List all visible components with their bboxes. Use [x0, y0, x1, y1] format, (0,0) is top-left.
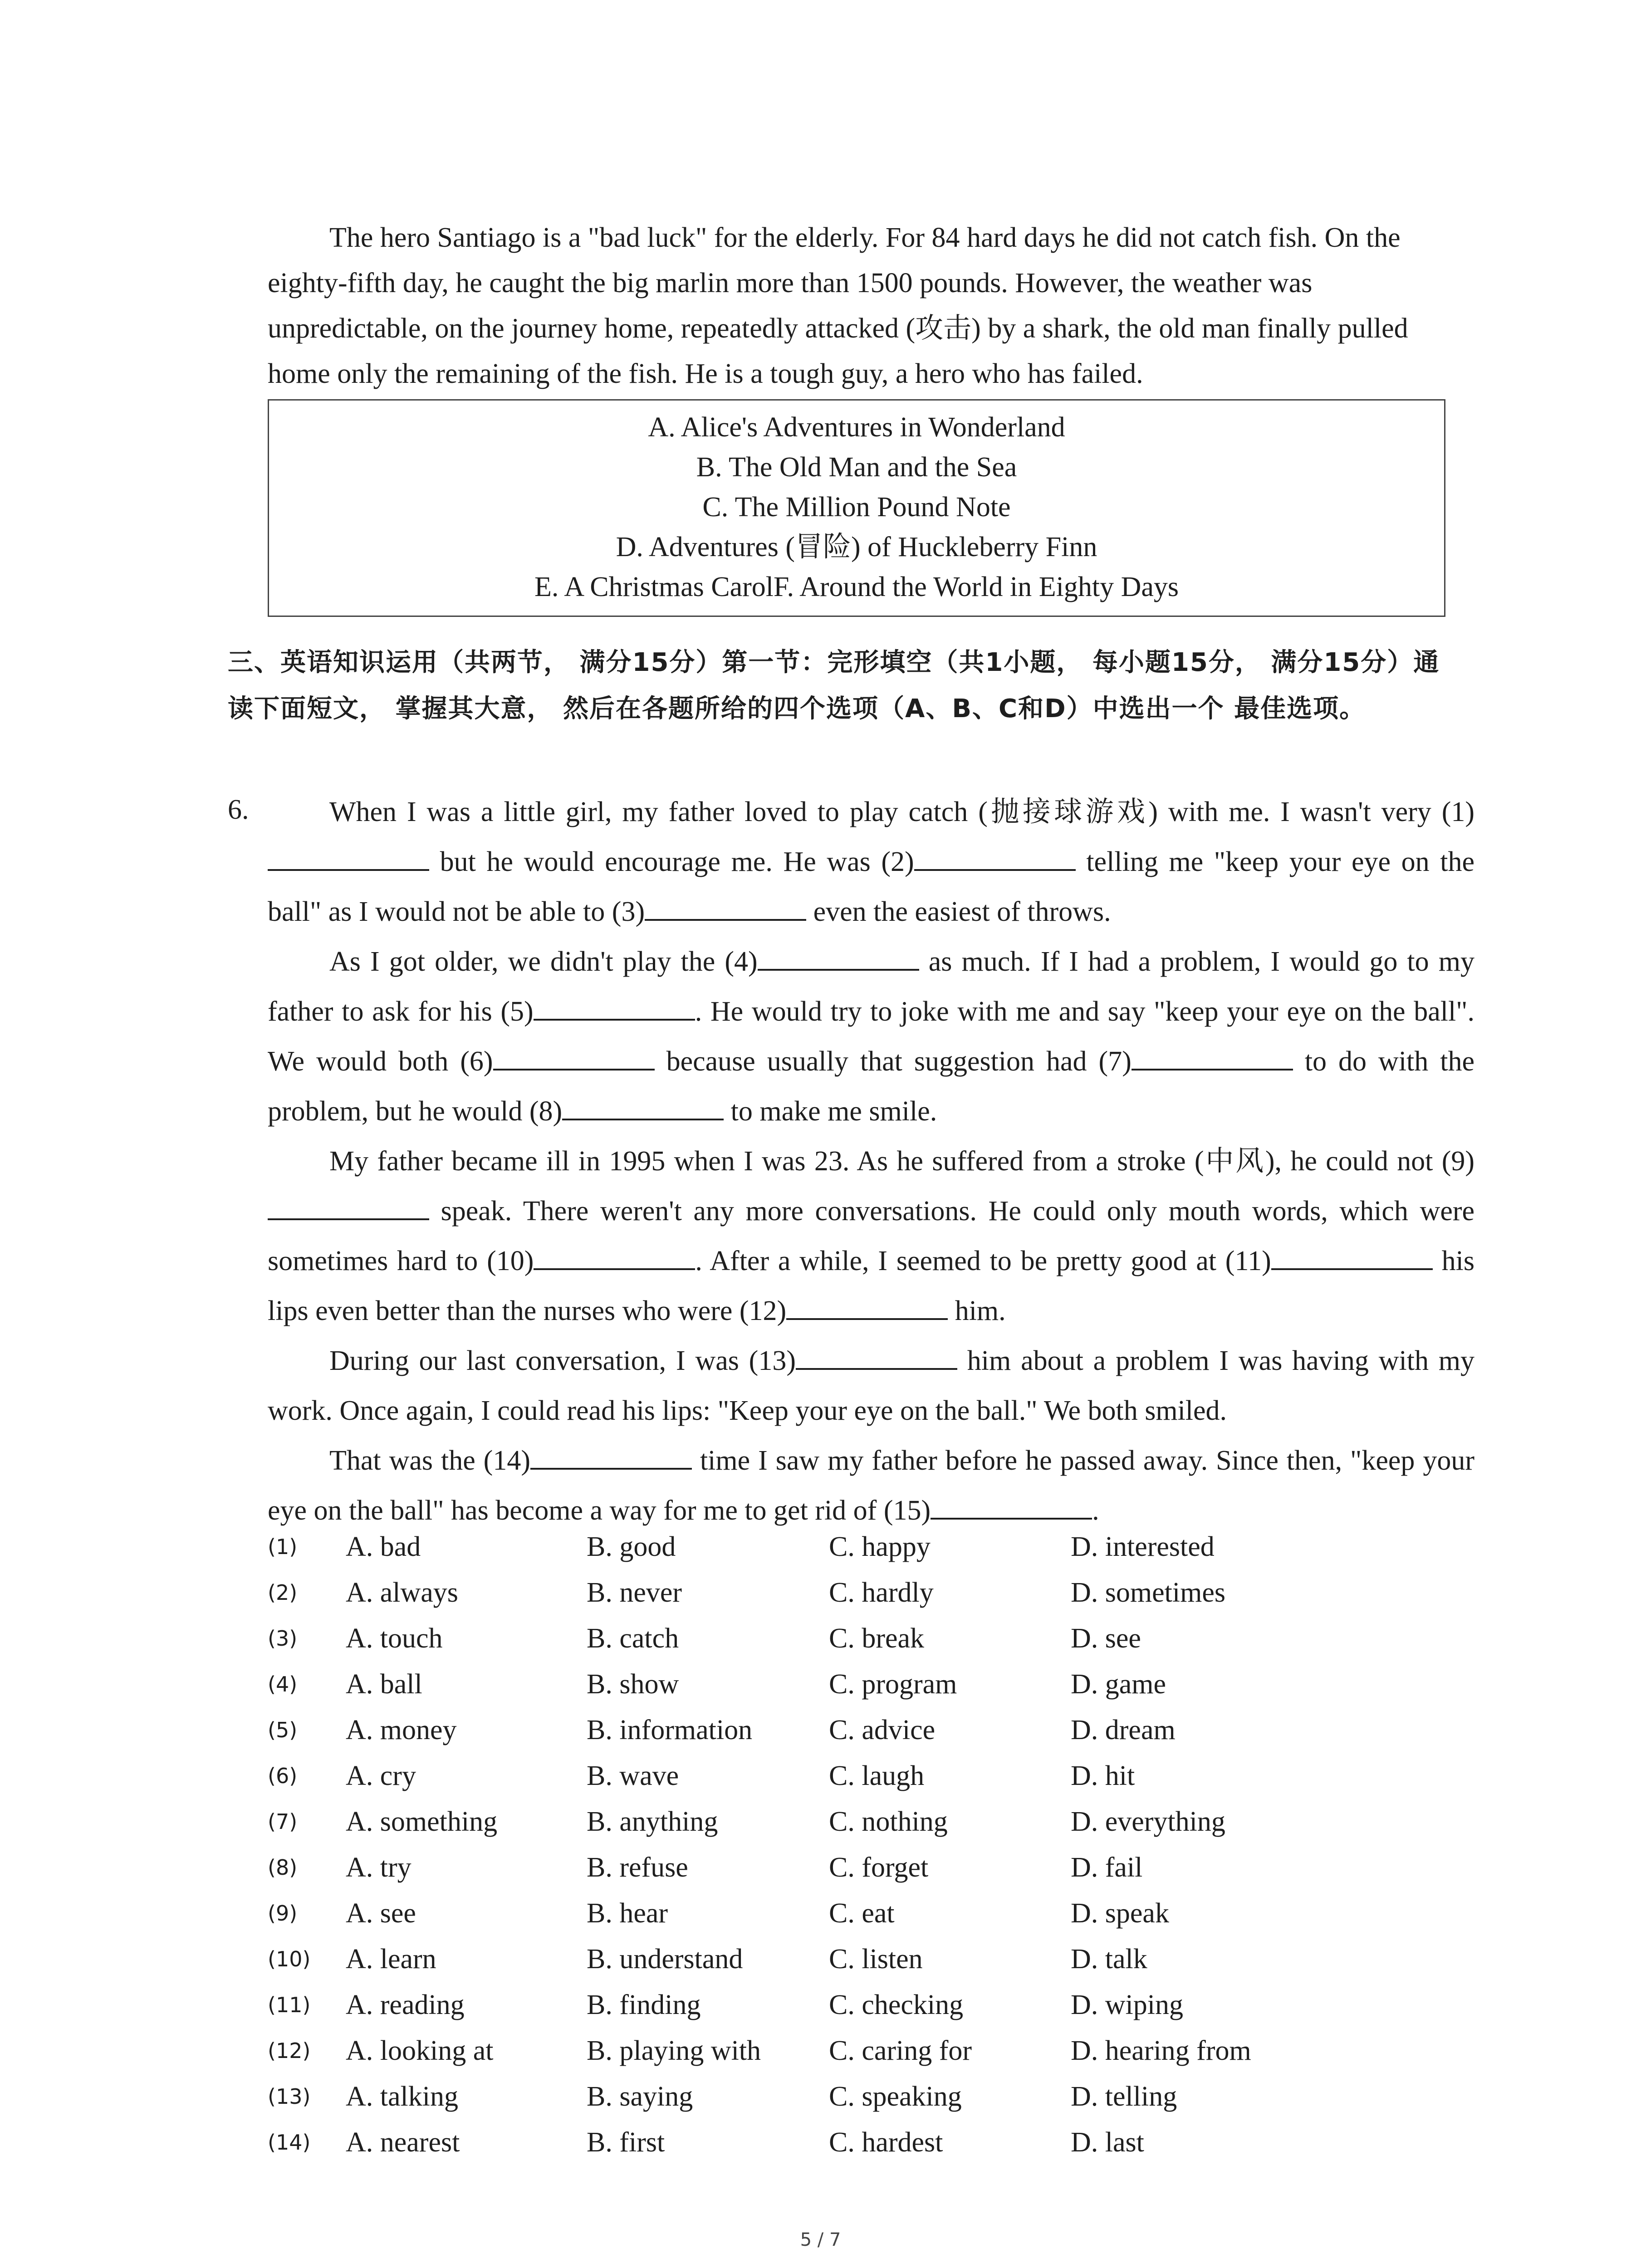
book-option: C. The Million Pound Note — [702, 492, 1011, 523]
option-a[interactable]: A. learn — [346, 1944, 436, 1975]
blank-11[interactable] — [1271, 1240, 1433, 1270]
blank-12[interactable] — [786, 1290, 948, 1320]
option-number: (5) — [268, 1718, 298, 1742]
option-d[interactable]: D. sometimes — [1071, 1577, 1225, 1608]
option-row — [268, 2074, 1493, 2120]
option-c[interactable]: C. hardly — [829, 1577, 934, 1608]
blank-8[interactable] — [562, 1090, 724, 1120]
option-b[interactable]: B. anything — [587, 1806, 718, 1837]
option-row — [268, 1707, 1493, 1753]
option-number: (6) — [268, 1764, 298, 1788]
option-a[interactable]: A. money — [346, 1715, 457, 1745]
option-b[interactable]: B. information — [587, 1715, 753, 1745]
reading-paragraph: The hero Santiago is a "bad luck" for the elderly. For 84 hard days he did not catch fish. On the eighty-fifth day, he caught the big marlin more than 1500 pounds. However, the weather was unpredictable, on the journey home, repeatedly attacked (攻击) by a shark, the old man finally pulled home only the remaining of the fish. He is a tough guy, a hero who has failed. — [268, 222, 1408, 389]
option-c[interactable]: C. happy — [829, 1531, 931, 1562]
option-c[interactable]: C. laugh — [829, 1760, 925, 1791]
option-a[interactable]: A. looking at — [346, 2035, 494, 2066]
option-a[interactable]: A. bad — [346, 1531, 421, 1562]
blank-7[interactable] — [1132, 1041, 1293, 1070]
section-heading: 三、英语知识运用（共两节， 满分15分）第一节：完形填空（共1小题， 每小题15分， 满分15分）通读下面短文， 掌握其大意， 然后在各题所给的四个选项（A、B、C和D）中选出一个 最佳选项。 — [228, 648, 1440, 723]
option-row — [268, 1524, 1493, 1570]
option-a[interactable]: A. talking — [346, 2081, 458, 2112]
option-number: (10) — [268, 1947, 311, 1971]
option-row — [268, 1936, 1493, 1982]
answer-options-list — [268, 1524, 1493, 2165]
option-c[interactable]: C. speaking — [829, 2081, 962, 2112]
option-number: (12) — [268, 2038, 311, 2063]
option-a[interactable]: A. cry — [346, 1760, 416, 1791]
option-d[interactable]: D. everything — [1071, 1806, 1225, 1837]
option-a[interactable]: A. something — [346, 1806, 498, 1837]
option-row — [268, 2120, 1493, 2165]
page-number: 5 / 7 — [800, 2229, 841, 2250]
question-number: 6. — [228, 794, 249, 825]
option-number: (11) — [268, 1993, 311, 2017]
option-b[interactable]: B. hear — [587, 1898, 668, 1929]
option-b[interactable]: B. show — [587, 1669, 679, 1700]
option-number: (4) — [268, 1672, 298, 1696]
option-c[interactable]: C. eat — [829, 1898, 895, 1929]
option-row — [268, 1753, 1493, 1799]
option-number: (3) — [268, 1626, 298, 1651]
option-b[interactable]: B. first — [587, 2127, 665, 2158]
option-b[interactable]: B. saying — [587, 2081, 693, 2112]
option-d[interactable]: D. hit — [1071, 1760, 1135, 1791]
blank-5[interactable] — [534, 991, 695, 1021]
option-number: (8) — [268, 1855, 298, 1880]
cloze-passage — [268, 787, 1474, 1535]
option-d[interactable]: D. talk — [1071, 1944, 1147, 1975]
option-d[interactable]: D. hearing from — [1071, 2035, 1251, 2066]
option-b[interactable]: B. playing with — [587, 2035, 761, 2066]
option-number: (14) — [268, 2130, 311, 2155]
option-row — [268, 1799, 1493, 1845]
option-row — [268, 1662, 1493, 1707]
cloze-paragraph-5: That was the (14) time I saw my father before he passed away. Since then, "keep your eye on the ball" has become a way for me to get rid of (15) . — [268, 1436, 1474, 1535]
book-option: E. A Christmas CarolF. Around the World in Eighty Days — [534, 572, 1179, 602]
option-number: (13) — [268, 2084, 311, 2109]
option-d[interactable]: D. wiping — [1071, 1989, 1183, 2020]
cloze-paragraph-3: My father became ill in 1995 when I was 23. As he suffered from a stroke (中风), he could not (9) speak. There weren't any more conversations. He could only mouth words, which were sometimes hard to (10) . After a while, I seemed to be pretty good at (11) his lips even better than the nurses who were (12) him. — [268, 1146, 1474, 1326]
option-number: (2) — [268, 1580, 298, 1605]
option-b[interactable]: B. catch — [587, 1623, 679, 1654]
option-row — [268, 1845, 1493, 1891]
option-row — [268, 1891, 1493, 1936]
option-a[interactable]: A. touch — [346, 1623, 443, 1654]
option-c[interactable]: C. program — [829, 1669, 957, 1700]
blank-2[interactable] — [914, 841, 1076, 871]
option-number: (9) — [268, 1901, 298, 1926]
book-option: B. The Old Man and the Sea — [696, 452, 1017, 483]
option-b[interactable]: B. finding — [587, 1989, 701, 2020]
book-option: A. Alice's Adventures in Wonderland — [648, 412, 1065, 443]
option-d[interactable]: D. fail — [1071, 1852, 1143, 1883]
option-row — [268, 1982, 1493, 2028]
option-c[interactable]: C. forget — [829, 1852, 929, 1883]
option-number: (7) — [268, 1809, 298, 1834]
option-b[interactable]: B. good — [587, 1531, 676, 1562]
cloze-paragraph-2: As I got older, we didn't play the (4) as much. If I had a problem, I would go to my father to ask for his (5) . He would try to joke with me and say "keep your eye on the ball". We would both (6) because usually that suggestion had (7) to do with the problem, but he would (8) to make me smile. — [268, 937, 1474, 1136]
option-a[interactable]: A. nearest — [346, 2127, 460, 2158]
option-c[interactable]: C. nothing — [829, 1806, 948, 1837]
option-c[interactable]: C. hardest — [829, 2127, 943, 2158]
option-d[interactable]: D. dream — [1071, 1715, 1176, 1745]
option-d[interactable]: D. interested — [1071, 1531, 1215, 1562]
option-b[interactable]: B. never — [587, 1577, 682, 1608]
book-options-box — [268, 399, 1445, 617]
option-a[interactable]: A. reading — [346, 1989, 465, 2020]
blank-4[interactable] — [758, 941, 919, 971]
option-c[interactable]: C. listen — [829, 1944, 923, 1975]
blank-13[interactable] — [796, 1340, 957, 1370]
option-d[interactable]: D. speak — [1071, 1898, 1169, 1929]
option-c[interactable]: C. break — [829, 1623, 925, 1654]
book-option: D. Adventures (冒险) of Huckleberry Finn — [616, 532, 1097, 562]
blank-15[interactable] — [931, 1490, 1092, 1520]
option-c[interactable]: C. advice — [829, 1715, 936, 1745]
option-number: (1) — [268, 1535, 298, 1559]
option-a[interactable]: A. ball — [346, 1669, 422, 1700]
blank-9[interactable] — [268, 1190, 429, 1220]
blank-14[interactable] — [530, 1440, 692, 1470]
option-b[interactable]: B. understand — [587, 1944, 743, 1975]
option-a[interactable]: A. see — [346, 1898, 416, 1929]
cloze-paragraph-1: When I was a little girl, my father loved to play catch (抛接球游戏) with me. I wasn't very (1) but he would encourage me. He was (2) telling me "keep your eye on the ball" as I would not be able to (3) even the easiest of throws. — [268, 797, 1474, 927]
option-d[interactable]: D. game — [1071, 1669, 1166, 1700]
blank-6[interactable] — [493, 1041, 655, 1070]
blank-3[interactable] — [645, 891, 806, 921]
option-row — [268, 1616, 1493, 1662]
option-a[interactable]: A. always — [346, 1577, 458, 1608]
option-d[interactable]: D. last — [1071, 2127, 1144, 2158]
option-row — [268, 2028, 1493, 2074]
option-d[interactable]: D. telling — [1071, 2081, 1177, 2112]
option-row — [268, 1570, 1493, 1616]
option-c[interactable]: C. caring for — [829, 2035, 972, 2066]
blank-1[interactable] — [268, 841, 429, 871]
option-d[interactable]: D. see — [1071, 1623, 1141, 1654]
option-b[interactable]: B. wave — [587, 1760, 679, 1791]
option-a[interactable]: A. try — [346, 1852, 411, 1883]
cloze-paragraph-4: During our last conversation, I was (13) him about a problem I was having with my work. Once again, I could read his lips: "Keep your eye on the ball." We both smiled. — [268, 1336, 1474, 1436]
option-c[interactable]: C. checking — [829, 1989, 964, 2020]
blank-10[interactable] — [534, 1240, 695, 1270]
option-b[interactable]: B. refuse — [587, 1852, 688, 1883]
